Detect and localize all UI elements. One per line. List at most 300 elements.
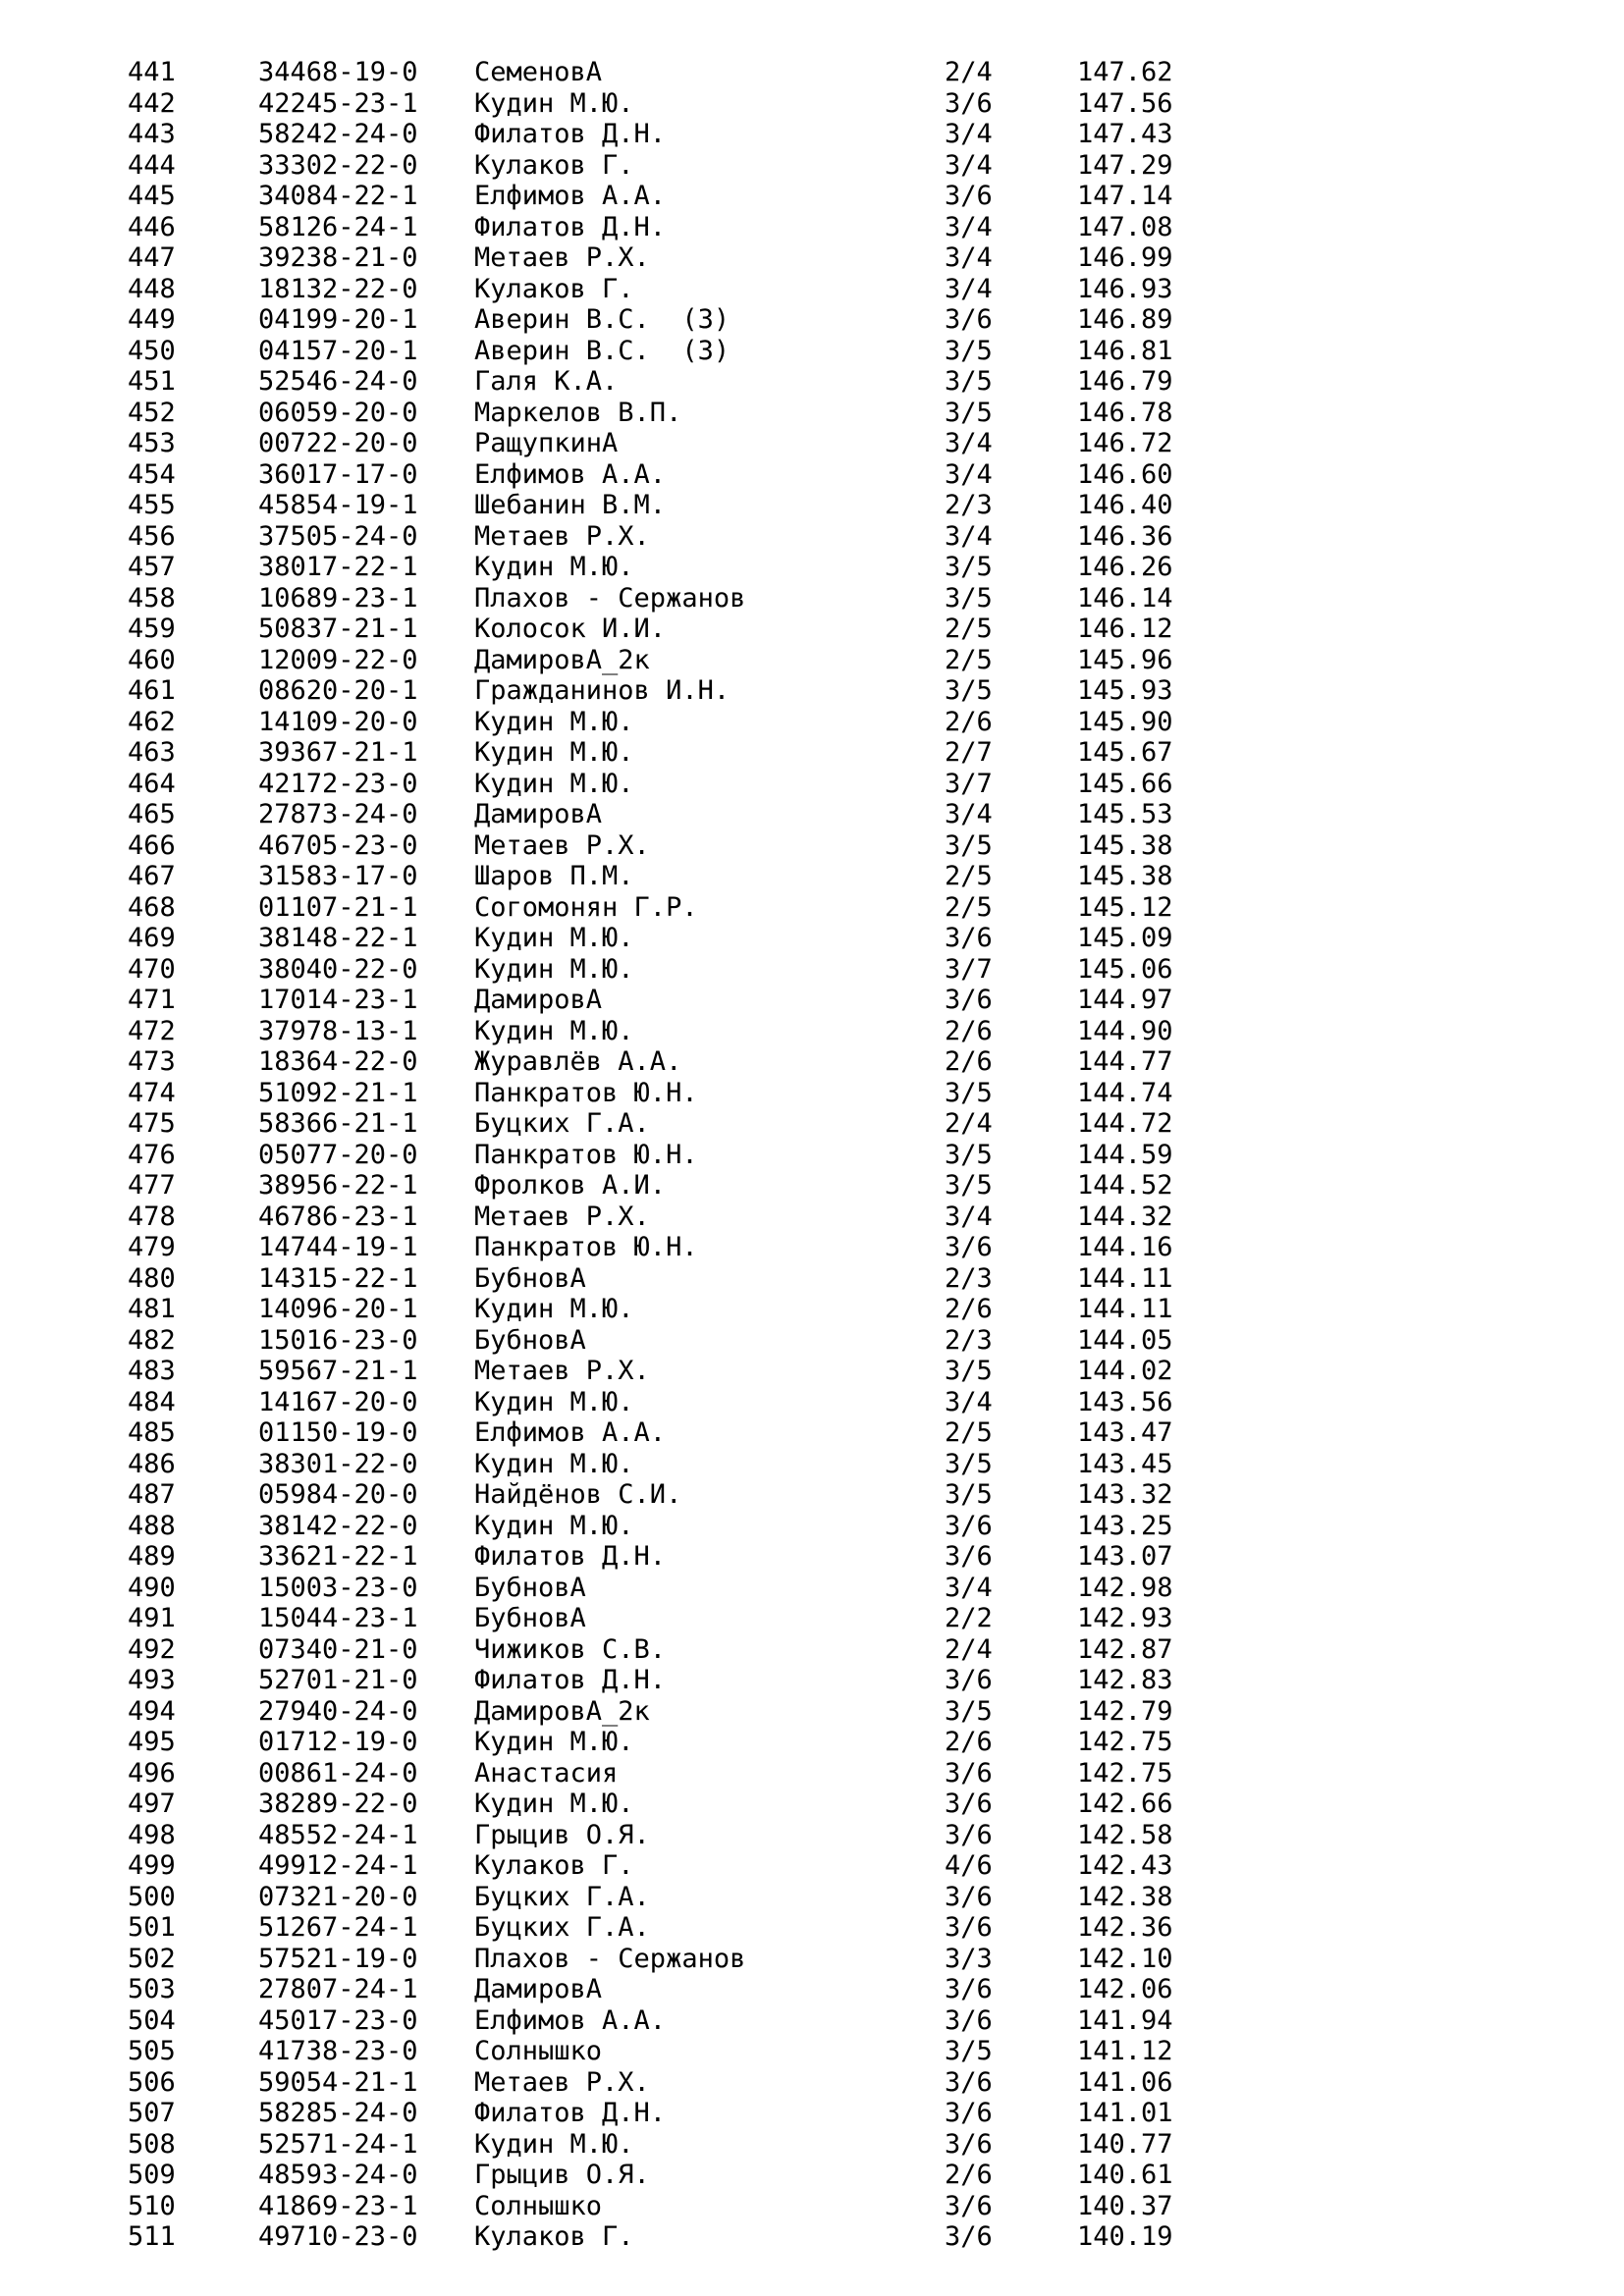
ratio-cell: 3/4 <box>945 428 993 458</box>
name-cell: Буцких Г.А. <box>474 1108 650 1139</box>
id-cell: 27940-24-0 <box>258 1695 418 1727</box>
name-cell: Шебанин В.М. <box>474 490 667 520</box>
table-row <box>0 675 1624 707</box>
table-row <box>0 366 1624 398</box>
id-cell: 08620-20-1 <box>258 675 418 706</box>
id-cell: 42172-23-0 <box>258 768 418 799</box>
name-cell: Кудин М.Ю. <box>474 923 634 953</box>
id-cell: 37505-24-0 <box>258 520 418 552</box>
score-cell: 144.72 <box>1077 1108 1173 1139</box>
id-cell: 27873-24-0 <box>258 799 418 829</box>
table-row <box>0 769 1624 800</box>
score-cell: 142.10 <box>1077 1943 1173 1974</box>
table-row <box>0 1541 1624 1573</box>
rank-cell: 478 <box>128 1201 176 1232</box>
rank-cell: 456 <box>128 520 176 552</box>
score-cell: 146.81 <box>1077 335 1173 366</box>
score-cell: 141.01 <box>1077 2098 1173 2128</box>
table-row <box>0 2129 1624 2161</box>
score-cell: 146.14 <box>1077 582 1173 614</box>
ratio-cell: 2/5 <box>945 644 993 675</box>
rank-cell: 486 <box>128 1448 176 1479</box>
ratio-cell: 3/5 <box>945 366 993 397</box>
name-cell: Метаев Р.Х. <box>474 2066 650 2098</box>
id-cell: 52571-24-1 <box>258 2128 418 2160</box>
score-cell: 142.98 <box>1077 1572 1173 1603</box>
ratio-cell: 3/4 <box>945 1572 993 1603</box>
table-row <box>0 1882 1624 1913</box>
table-row <box>0 737 1624 769</box>
score-cell: 147.43 <box>1077 119 1173 149</box>
ratio-cell: 2/2 <box>945 1603 993 1633</box>
ratio-cell: 2/5 <box>945 891 993 923</box>
id-cell: 46786-23-1 <box>258 1201 418 1232</box>
ratio-cell: 2/6 <box>945 1294 993 1324</box>
ratio-cell: 3/6 <box>945 2221 993 2252</box>
name-cell: Плахов - Сержанов <box>474 1943 746 1974</box>
rank-cell: 465 <box>128 799 176 829</box>
name-cell: Солнышко <box>474 2190 603 2221</box>
rank-cell: 505 <box>128 2036 176 2066</box>
ratio-cell: 3/4 <box>945 1201 993 1232</box>
name-cell: Солнышко <box>474 2036 603 2066</box>
name-cell: Кудин М.Ю. <box>474 1386 634 1417</box>
name-cell: Буцких Г.А. <box>474 1912 650 1943</box>
id-cell: 38289-22-0 <box>258 1789 418 1819</box>
id-cell: 27807-24-1 <box>258 1974 418 2004</box>
rank-cell: 493 <box>128 1665 176 1695</box>
id-cell: 15044-23-1 <box>258 1603 418 1633</box>
id-cell: 14109-20-0 <box>258 706 418 737</box>
score-cell: 141.94 <box>1077 2004 1173 2036</box>
id-cell: 18364-22-0 <box>258 1046 418 1077</box>
name-cell: Согомонян Г.Р. <box>474 891 698 923</box>
rank-cell: 475 <box>128 1108 176 1139</box>
name-cell: Елфимов А.А. <box>474 2004 667 2036</box>
rank-cell: 508 <box>128 2128 176 2160</box>
id-cell: 15003-23-0 <box>258 1572 418 1603</box>
id-cell: 39367-21-1 <box>258 737 418 768</box>
id-cell: 38301-22-0 <box>258 1448 418 1479</box>
table-row <box>0 1263 1624 1295</box>
name-cell: Галя К.А. <box>474 366 619 397</box>
name-cell: Филатов Д.Н. <box>474 1665 667 1695</box>
table-row <box>0 2067 1624 2099</box>
table-row <box>0 583 1624 614</box>
rank-cell: 461 <box>128 675 176 706</box>
score-cell: 145.38 <box>1077 829 1173 861</box>
id-cell: 33302-22-0 <box>258 149 418 181</box>
table-row <box>0 799 1624 830</box>
ratio-cell: 3/5 <box>945 1139 993 1170</box>
name-cell: Кудин М.Ю. <box>474 706 634 737</box>
ratio-cell: 3/4 <box>945 799 993 829</box>
name-cell: Кудин М.Ю. <box>474 953 634 985</box>
rank-cell: 474 <box>128 1077 176 1108</box>
score-cell: 146.72 <box>1077 428 1173 458</box>
id-cell: 01712-19-0 <box>258 1727 418 1757</box>
table-row <box>0 212 1624 243</box>
ratio-cell: 3/6 <box>945 1789 993 1819</box>
name-cell: Метаев Р.Х. <box>474 1201 650 1232</box>
score-cell: 142.06 <box>1077 1974 1173 2004</box>
score-cell: 144.74 <box>1077 1077 1173 1108</box>
ratio-cell: 3/6 <box>945 1881 993 1912</box>
ratio-cell: 3/4 <box>945 1386 993 1417</box>
name-cell: Кудин М.Ю. <box>474 1510 634 1541</box>
score-cell: 142.36 <box>1077 1912 1173 1943</box>
rank-cell: 459 <box>128 614 176 644</box>
ratio-cell: 3/4 <box>945 273 993 304</box>
score-cell: 144.11 <box>1077 1262 1173 1294</box>
table-row <box>0 242 1624 274</box>
table-row <box>0 830 1624 862</box>
id-cell: 41738-23-0 <box>258 2036 418 2066</box>
results-table <box>0 57 1624 2253</box>
table-row <box>0 1850 1624 1882</box>
ratio-cell: 2/5 <box>945 614 993 644</box>
rank-cell: 455 <box>128 490 176 520</box>
score-cell: 147.29 <box>1077 149 1173 181</box>
name-cell: ДамировА <box>474 1974 603 2004</box>
score-cell: 143.25 <box>1077 1510 1173 1541</box>
table-row <box>0 1696 1624 1728</box>
table-row <box>0 2098 1624 2129</box>
ratio-cell: 3/5 <box>945 397 993 428</box>
score-cell: 146.99 <box>1077 242 1173 273</box>
score-cell: 144.05 <box>1077 1324 1173 1356</box>
rank-cell: 497 <box>128 1789 176 1819</box>
id-cell: 17014-23-1 <box>258 985 418 1015</box>
name-cell: Метаев Р.Х. <box>474 829 650 861</box>
ratio-cell: 3/6 <box>945 304 993 335</box>
score-cell: 142.58 <box>1077 1819 1173 1850</box>
id-cell: 45017-23-0 <box>258 2004 418 2036</box>
table-row <box>0 645 1624 676</box>
id-cell: 48552-24-1 <box>258 1819 418 1850</box>
table-row <box>0 398 1624 429</box>
score-cell: 145.09 <box>1077 923 1173 953</box>
name-cell: Панкратов Ю.Н. <box>474 1077 698 1108</box>
score-cell: 147.56 <box>1077 87 1173 119</box>
ratio-cell: 3/6 <box>945 985 993 1015</box>
name-cell: БубновА <box>474 1603 586 1633</box>
id-cell: 01107-21-1 <box>258 891 418 923</box>
table-row <box>0 1294 1624 1325</box>
ratio-cell: 2/7 <box>945 737 993 768</box>
table-row <box>0 614 1624 645</box>
table-row <box>0 88 1624 120</box>
rank-cell: 503 <box>128 1974 176 2004</box>
ratio-cell: 2/6 <box>945 1015 993 1046</box>
ratio-cell: 3/5 <box>945 335 993 366</box>
id-cell: 58285-24-0 <box>258 2098 418 2128</box>
id-cell: 04157-20-1 <box>258 335 418 366</box>
rank-cell: 481 <box>128 1294 176 1324</box>
rank-cell: 485 <box>128 1417 176 1448</box>
score-cell: 143.07 <box>1077 1541 1173 1572</box>
ratio-cell: 2/3 <box>945 1324 993 1356</box>
ratio-cell: 3/5 <box>945 582 993 614</box>
ratio-cell: 2/6 <box>945 1046 993 1077</box>
rank-cell: 449 <box>128 304 176 335</box>
ratio-cell: 2/5 <box>945 861 993 891</box>
table-row <box>0 1727 1624 1758</box>
name-cell: БубновА <box>474 1324 586 1356</box>
table-row <box>0 459 1624 491</box>
rank-cell: 471 <box>128 985 176 1015</box>
table-row <box>0 1573 1624 1604</box>
name-cell: Шаров П.М. <box>474 861 634 891</box>
table-row <box>0 1140 1624 1171</box>
ratio-cell: 3/5 <box>945 552 993 582</box>
score-cell: 147.08 <box>1077 211 1173 242</box>
name-cell: Кудин М.Ю. <box>474 1448 634 1479</box>
ratio-cell: 3/5 <box>945 2036 993 2066</box>
name-cell: Фролков А.И. <box>474 1170 667 1201</box>
score-cell: 140.37 <box>1077 2190 1173 2221</box>
ratio-cell: 3/6 <box>945 1819 993 1850</box>
ratio-cell: 3/6 <box>945 2128 993 2160</box>
name-cell: Кудин М.Ю. <box>474 1294 634 1324</box>
id-cell: 18132-22-0 <box>258 273 418 304</box>
rank-cell: 511 <box>128 2221 176 2252</box>
id-cell: 10689-23-1 <box>258 582 418 614</box>
score-cell: 144.59 <box>1077 1139 1173 1170</box>
name-cell: Кудин М.Ю. <box>474 768 634 799</box>
table-row <box>0 428 1624 459</box>
id-cell: 51267-24-1 <box>258 1912 418 1943</box>
table-row <box>0 304 1624 336</box>
score-cell: 145.67 <box>1077 737 1173 768</box>
id-cell: 34468-19-0 <box>258 57 418 87</box>
name-cell: ДамировА_2к <box>474 1695 650 1727</box>
name-cell: Кулаков Г. <box>474 149 634 181</box>
table-row <box>0 336 1624 367</box>
table-row <box>0 861 1624 892</box>
name-cell: Аверин В.С. (З) <box>474 335 731 366</box>
rank-cell: 477 <box>128 1170 176 1201</box>
rank-cell: 506 <box>128 2066 176 2098</box>
score-cell: 145.66 <box>1077 768 1173 799</box>
table-row <box>0 2005 1624 2037</box>
score-cell: 146.26 <box>1077 552 1173 582</box>
rank-cell: 500 <box>128 1881 176 1912</box>
ratio-cell: 2/6 <box>945 2160 993 2190</box>
score-cell: 142.83 <box>1077 1665 1173 1695</box>
score-cell: 144.16 <box>1077 1232 1173 1262</box>
id-cell: 59567-21-1 <box>258 1356 418 1386</box>
ratio-cell: 3/6 <box>945 1665 993 1695</box>
ratio-cell: 3/4 <box>945 458 993 490</box>
rank-cell: 492 <box>128 1633 176 1665</box>
name-cell: Кудин М.Ю. <box>474 552 634 582</box>
score-cell: 145.96 <box>1077 644 1173 675</box>
table-row <box>0 1356 1624 1387</box>
rank-cell: 444 <box>128 149 176 181</box>
id-cell: 49710-23-0 <box>258 2221 418 2252</box>
table-row <box>0 1170 1624 1201</box>
name-cell: Панкратов Ю.Н. <box>474 1232 698 1262</box>
id-cell: 41869-23-1 <box>258 2190 418 2221</box>
table-row <box>0 181 1624 212</box>
ratio-cell: 3/3 <box>945 1943 993 1974</box>
id-cell: 06059-20-0 <box>258 397 418 428</box>
rank-cell: 462 <box>128 706 176 737</box>
name-cell: Кудин М.Ю. <box>474 1727 634 1757</box>
score-cell: 146.40 <box>1077 490 1173 520</box>
id-cell: 14167-20-0 <box>258 1386 418 1417</box>
ratio-cell: 3/6 <box>945 2190 993 2221</box>
rank-cell: 442 <box>128 87 176 119</box>
name-cell: Журавлёв А.А. <box>474 1046 682 1077</box>
name-cell: Метаев Р.Х. <box>474 1356 650 1386</box>
id-cell: 38142-22-0 <box>258 1510 418 1541</box>
ratio-cell: 3/6 <box>945 1757 993 1789</box>
rank-cell: 490 <box>128 1572 176 1603</box>
table-row <box>0 2191 1624 2222</box>
name-cell: Гражданинов И.Н. <box>474 675 731 706</box>
score-cell: 142.75 <box>1077 1727 1173 1757</box>
score-cell: 144.32 <box>1077 1201 1173 1232</box>
table-row <box>0 57 1624 88</box>
id-cell: 33621-22-1 <box>258 1541 418 1572</box>
name-cell: СеменовА <box>474 57 603 87</box>
score-cell: 141.12 <box>1077 2036 1173 2066</box>
name-cell: БубновА <box>474 1572 586 1603</box>
rank-cell: 468 <box>128 891 176 923</box>
rank-cell: 467 <box>128 861 176 891</box>
id-cell: 59054-21-1 <box>258 2066 418 2098</box>
rank-cell: 464 <box>128 768 176 799</box>
rank-cell: 458 <box>128 582 176 614</box>
id-cell: 14315-22-1 <box>258 1262 418 1294</box>
ratio-cell: 3/6 <box>945 1912 993 1943</box>
id-cell: 36017-17-0 <box>258 458 418 490</box>
table-row <box>0 119 1624 150</box>
ratio-cell: 3/6 <box>945 1510 993 1541</box>
table-row <box>0 1634 1624 1666</box>
score-cell: 145.53 <box>1077 799 1173 829</box>
name-cell: ДамировА_2к <box>474 644 650 675</box>
id-cell: 38956-22-1 <box>258 1170 418 1201</box>
name-cell: Елфимов А.А. <box>474 181 667 211</box>
score-cell: 143.32 <box>1077 1479 1173 1510</box>
name-cell: Плахов - Сержанов <box>474 582 746 614</box>
rank-cell: 498 <box>128 1819 176 1850</box>
name-cell: Кудин М.Ю. <box>474 1789 634 1819</box>
ratio-cell: 4/6 <box>945 1850 993 1881</box>
rank-cell: 495 <box>128 1727 176 1757</box>
table-row <box>0 1016 1624 1047</box>
ratio-cell: 3/4 <box>945 149 993 181</box>
ratio-cell: 3/6 <box>945 2098 993 2128</box>
id-cell: 57521-19-0 <box>258 1943 418 1974</box>
ratio-cell: 3/6 <box>945 1232 993 1262</box>
score-cell: 144.77 <box>1077 1046 1173 1077</box>
score-cell: 146.12 <box>1077 614 1173 644</box>
score-cell: 144.90 <box>1077 1015 1173 1046</box>
rank-cell: 507 <box>128 2098 176 2128</box>
table-row <box>0 954 1624 986</box>
score-cell: 145.06 <box>1077 953 1173 985</box>
id-cell: 15016-23-0 <box>258 1324 418 1356</box>
id-cell: 51092-21-1 <box>258 1077 418 1108</box>
id-cell: 37978-13-1 <box>258 1015 418 1046</box>
score-cell: 143.56 <box>1077 1386 1173 1417</box>
ratio-cell: 2/6 <box>945 706 993 737</box>
id-cell: 42245-23-1 <box>258 87 418 119</box>
score-cell: 144.11 <box>1077 1294 1173 1324</box>
score-cell: 141.06 <box>1077 2066 1173 2098</box>
rank-cell: 484 <box>128 1386 176 1417</box>
id-cell: 34084-22-1 <box>258 181 418 211</box>
rank-cell: 487 <box>128 1479 176 1510</box>
ratio-cell: 3/5 <box>945 1077 993 1108</box>
score-cell: 142.66 <box>1077 1789 1173 1819</box>
rank-cell: 463 <box>128 737 176 768</box>
table-row <box>0 1511 1624 1542</box>
name-cell: Грыцив О.Я. <box>474 1819 650 1850</box>
id-cell: 14096-20-1 <box>258 1294 418 1324</box>
ratio-cell: 2/3 <box>945 1262 993 1294</box>
ratio-cell: 3/6 <box>945 2066 993 2098</box>
name-cell: ДамировА <box>474 985 603 1015</box>
table-row <box>0 1758 1624 1789</box>
name-cell: Кудин М.Ю. <box>474 1015 634 1046</box>
ratio-cell: 3/6 <box>945 1541 993 1572</box>
name-cell: Метаев Р.Х. <box>474 520 650 552</box>
rank-cell: 491 <box>128 1603 176 1633</box>
table-row <box>0 1108 1624 1140</box>
score-cell: 142.87 <box>1077 1633 1173 1665</box>
score-cell: 143.47 <box>1077 1417 1173 1448</box>
score-cell: 142.38 <box>1077 1881 1173 1912</box>
name-cell: Филатов Д.Н. <box>474 2098 667 2128</box>
name-cell: Найдёнов С.И. <box>474 1479 682 1510</box>
table-row <box>0 1232 1624 1263</box>
rank-cell: 470 <box>128 953 176 985</box>
score-cell: 140.61 <box>1077 2160 1173 2190</box>
score-cell: 144.97 <box>1077 985 1173 1015</box>
table-row <box>0 707 1624 738</box>
ratio-cell: 3/4 <box>945 242 993 273</box>
rank-cell: 451 <box>128 366 176 397</box>
id-cell: 52701-21-0 <box>258 1665 418 1695</box>
ratio-cell: 3/5 <box>945 829 993 861</box>
rank-cell: 480 <box>128 1262 176 1294</box>
rank-cell: 488 <box>128 1510 176 1541</box>
name-cell: Кулаков Г. <box>474 2221 634 2252</box>
table-row <box>0 1603 1624 1634</box>
table-row <box>0 274 1624 305</box>
score-cell: 142.93 <box>1077 1603 1173 1633</box>
rank-cell: 476 <box>128 1139 176 1170</box>
rank-cell: 479 <box>128 1232 176 1262</box>
id-cell: 38017-22-1 <box>258 552 418 582</box>
rank-cell: 489 <box>128 1541 176 1572</box>
name-cell: Панкратов Ю.Н. <box>474 1139 698 1170</box>
name-cell: Колосок И.И. <box>474 614 667 644</box>
rank-cell: 447 <box>128 242 176 273</box>
score-cell: 146.89 <box>1077 304 1173 335</box>
table-row <box>0 2160 1624 2191</box>
table-row <box>0 1046 1624 1078</box>
table-row <box>0 1387 1624 1418</box>
table-row <box>0 1078 1624 1109</box>
table-row <box>0 1974 1624 2005</box>
id-cell: 05077-20-0 <box>258 1139 418 1170</box>
